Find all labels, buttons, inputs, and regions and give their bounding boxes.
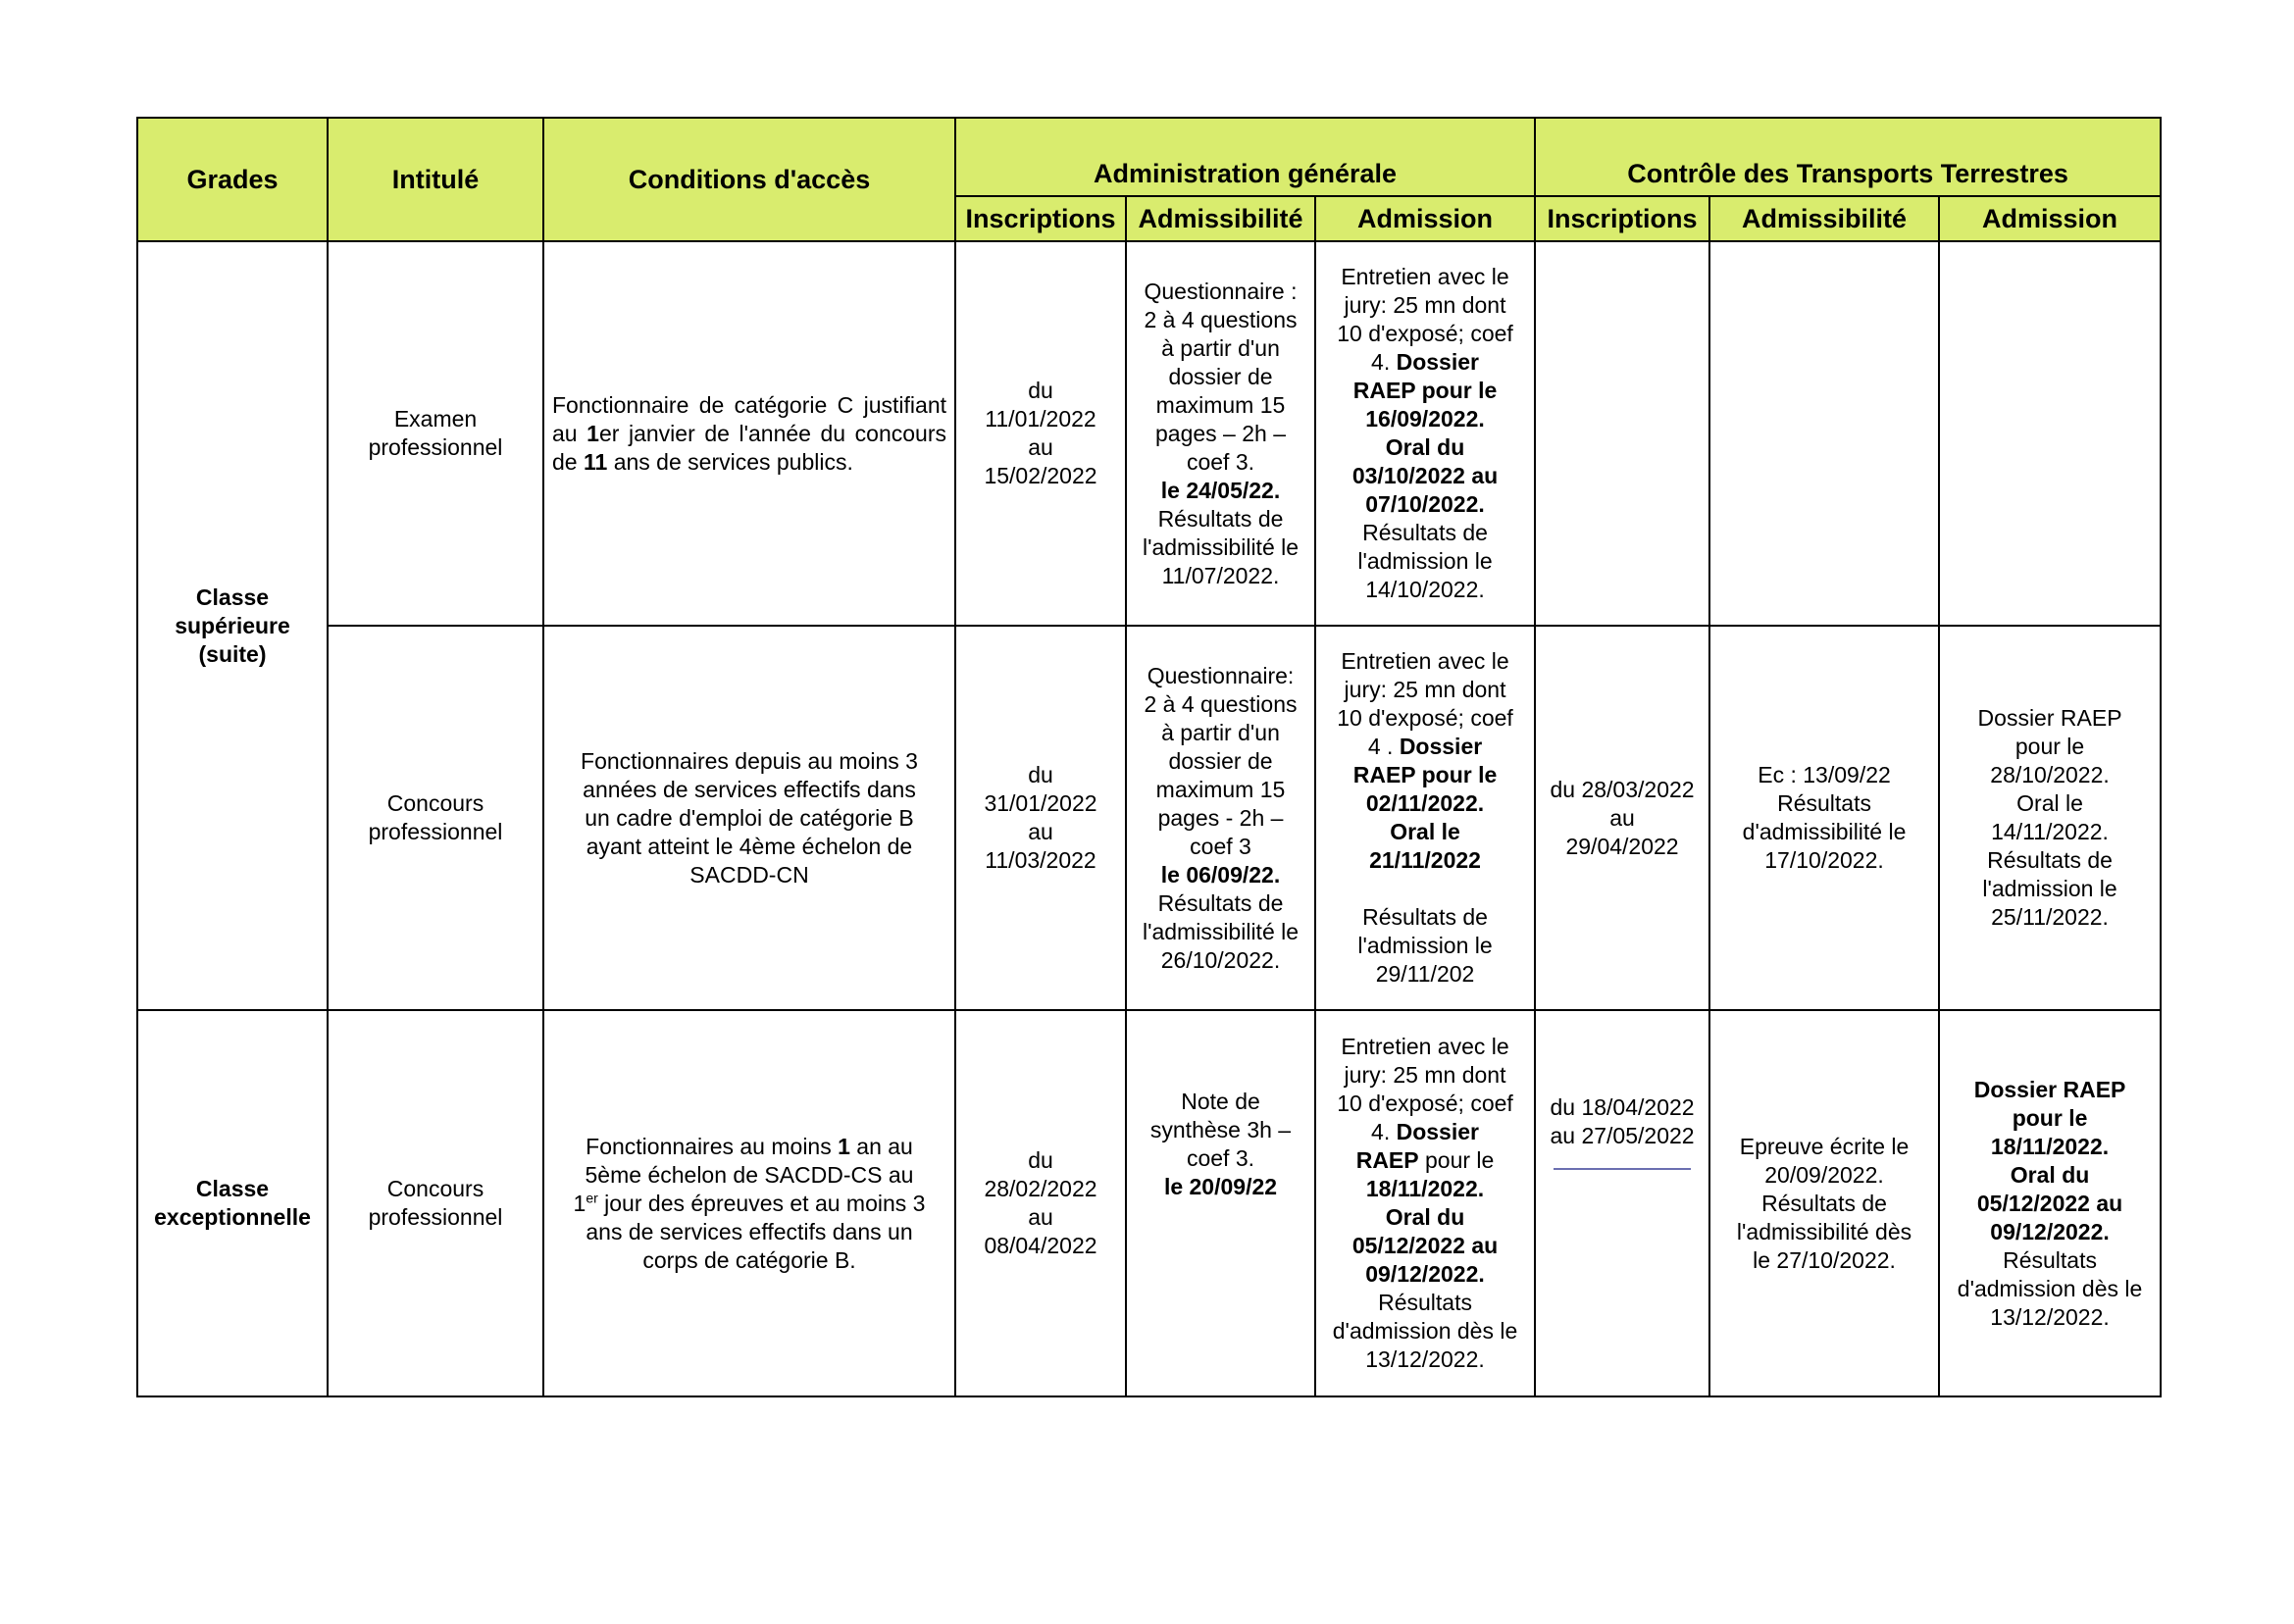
intitule-cell: Examen professionnel <box>328 241 543 626</box>
ag-admission-cell: Entretien avec le jury: 25 mn dont 10 d'exposé; coef 4. Dossier RAEP pour le 16/09/2022. Oral du 03/10/2022 au 07/10/2022. Résultats de l'admission le 14/10/2022. <box>1315 241 1535 626</box>
ag-admissibilite-cell: Questionnaire: 2 à 4 questions à partir d'un dossier de maximum 15 pages - 2h – coef 3 le 06/09/22. Résultats de l'admissibilité le 26/10/2022. <box>1126 626 1315 1010</box>
ag-admissibilite-cell: Questionnaire : 2 à 4 questions à partir d'un dossier de maximum 15 pages – 2h – coef 3. le 24/05/22. Résultats de l'admissibilité le 11/07/2022. <box>1126 241 1315 626</box>
conditions-cell: Fonctionnaires depuis au moins 3 années de services effectifs dans un cadre d'emploi de catégorie B ayant atteint le 4ème échelon de SACDD-CN <box>543 626 955 1010</box>
ctt-admissibilite-cell <box>1709 241 1939 626</box>
header-grades: Grades <box>137 118 328 241</box>
ag-admission-cell: Entretien avec le jury: 25 mn dont 10 d'exposé; coef 4 . Dossier RAEP pour le 02/11/2022. Oral le 21/11/2022 Résultats de l'admission le 29/11/202 <box>1315 626 1535 1010</box>
header-ctt-admission: Admission <box>1939 196 2161 241</box>
ag-inscriptions-cell: du 11/01/2022 au 15/02/2022 <box>955 241 1126 626</box>
header-ctt-inscriptions: Inscriptions <box>1535 196 1709 241</box>
header-conditions: Conditions d'accès <box>543 118 955 241</box>
ag-inscriptions-cell: du 28/02/2022 au 08/04/2022 <box>955 1010 1126 1396</box>
header-controle-transports: Contrôle des Transports Terrestres <box>1535 118 2161 196</box>
header-ctt-admissibilite: Admissibilité <box>1709 196 1939 241</box>
ctt-inscriptions-cell: du 18/04/2022 au 27/05/2022 <box>1535 1010 1709 1396</box>
ctt-admission-cell: Dossier RAEP pour le 18/11/2022. Oral du 05/12/2022 au 09/12/2022. Résultats d'admission dès le 13/12/2022. <box>1939 1010 2161 1396</box>
header-ag-inscriptions: Inscriptions <box>955 196 1126 241</box>
table-row <box>137 626 2161 1010</box>
header-ag-admission: Admission <box>1315 196 1535 241</box>
conditions-cell: Fonctionnaire de catégorie C justifiant au 1er janvier de l'année du concours de 11 ans de services publics. <box>543 241 955 626</box>
header-ag-admissibilite: Admissibilité <box>1126 196 1315 241</box>
ag-admissibilite-cell: Note de synthèse 3h – coef 3. le 20/09/22 <box>1126 1010 1315 1396</box>
intitule-cell: Concours professionnel <box>328 626 543 1010</box>
table-row <box>137 1010 2161 1396</box>
ctt-admission-cell <box>1939 241 2161 626</box>
ctt-admission-cell: Dossier RAEP pour le 28/10/2022. Oral le 14/11/2022. Résultats de l'admission le 25/11/2022. <box>1939 626 2161 1010</box>
intitule-cell: Concours professionnel <box>328 1010 543 1396</box>
grade-classe-exceptionnelle: Classe exceptionnelle <box>137 1010 328 1396</box>
ctt-inscriptions-cell <box>1535 241 1709 626</box>
header-intitule: Intitulé <box>328 118 543 241</box>
ctt-admissibilite-cell: Ec : 13/09/22 Résultats d'admissibilité le 17/10/2022. <box>1709 626 1939 1010</box>
ag-inscriptions-cell: du 31/01/2022 au 11/03/2022 <box>955 626 1126 1010</box>
table-row <box>137 241 2161 626</box>
header-administration-generale: Administration générale <box>955 118 1535 196</box>
header-row-main <box>137 118 2161 196</box>
calendar-table <box>136 117 2162 1397</box>
ag-admission-cell: Entretien avec le jury: 25 mn dont 10 d'exposé; coef 4. Dossier RAEP pour le 18/11/2022. Oral du 05/12/2022 au 09/12/2022. Résultats d'admission dès le 13/12/2022. <box>1315 1010 1535 1396</box>
underline-divider <box>1554 1168 1691 1170</box>
conditions-cell: Fonctionnaires au moins 1 an au 5ème échelon de SACDD-CS au 1er jour des épreuves et au moins 3 ans de services effectifs dans un corps de catégorie B. <box>543 1010 955 1396</box>
grade-classe-superieure: Classe supérieure (suite) <box>137 241 328 1010</box>
ctt-admissibilite-cell: Epreuve écrite le 20/09/2022. Résultats de l'admissibilité dès le 27/10/2022. <box>1709 1010 1939 1396</box>
ctt-inscriptions-cell: du 28/03/2022 au 29/04/2022 <box>1535 626 1709 1010</box>
